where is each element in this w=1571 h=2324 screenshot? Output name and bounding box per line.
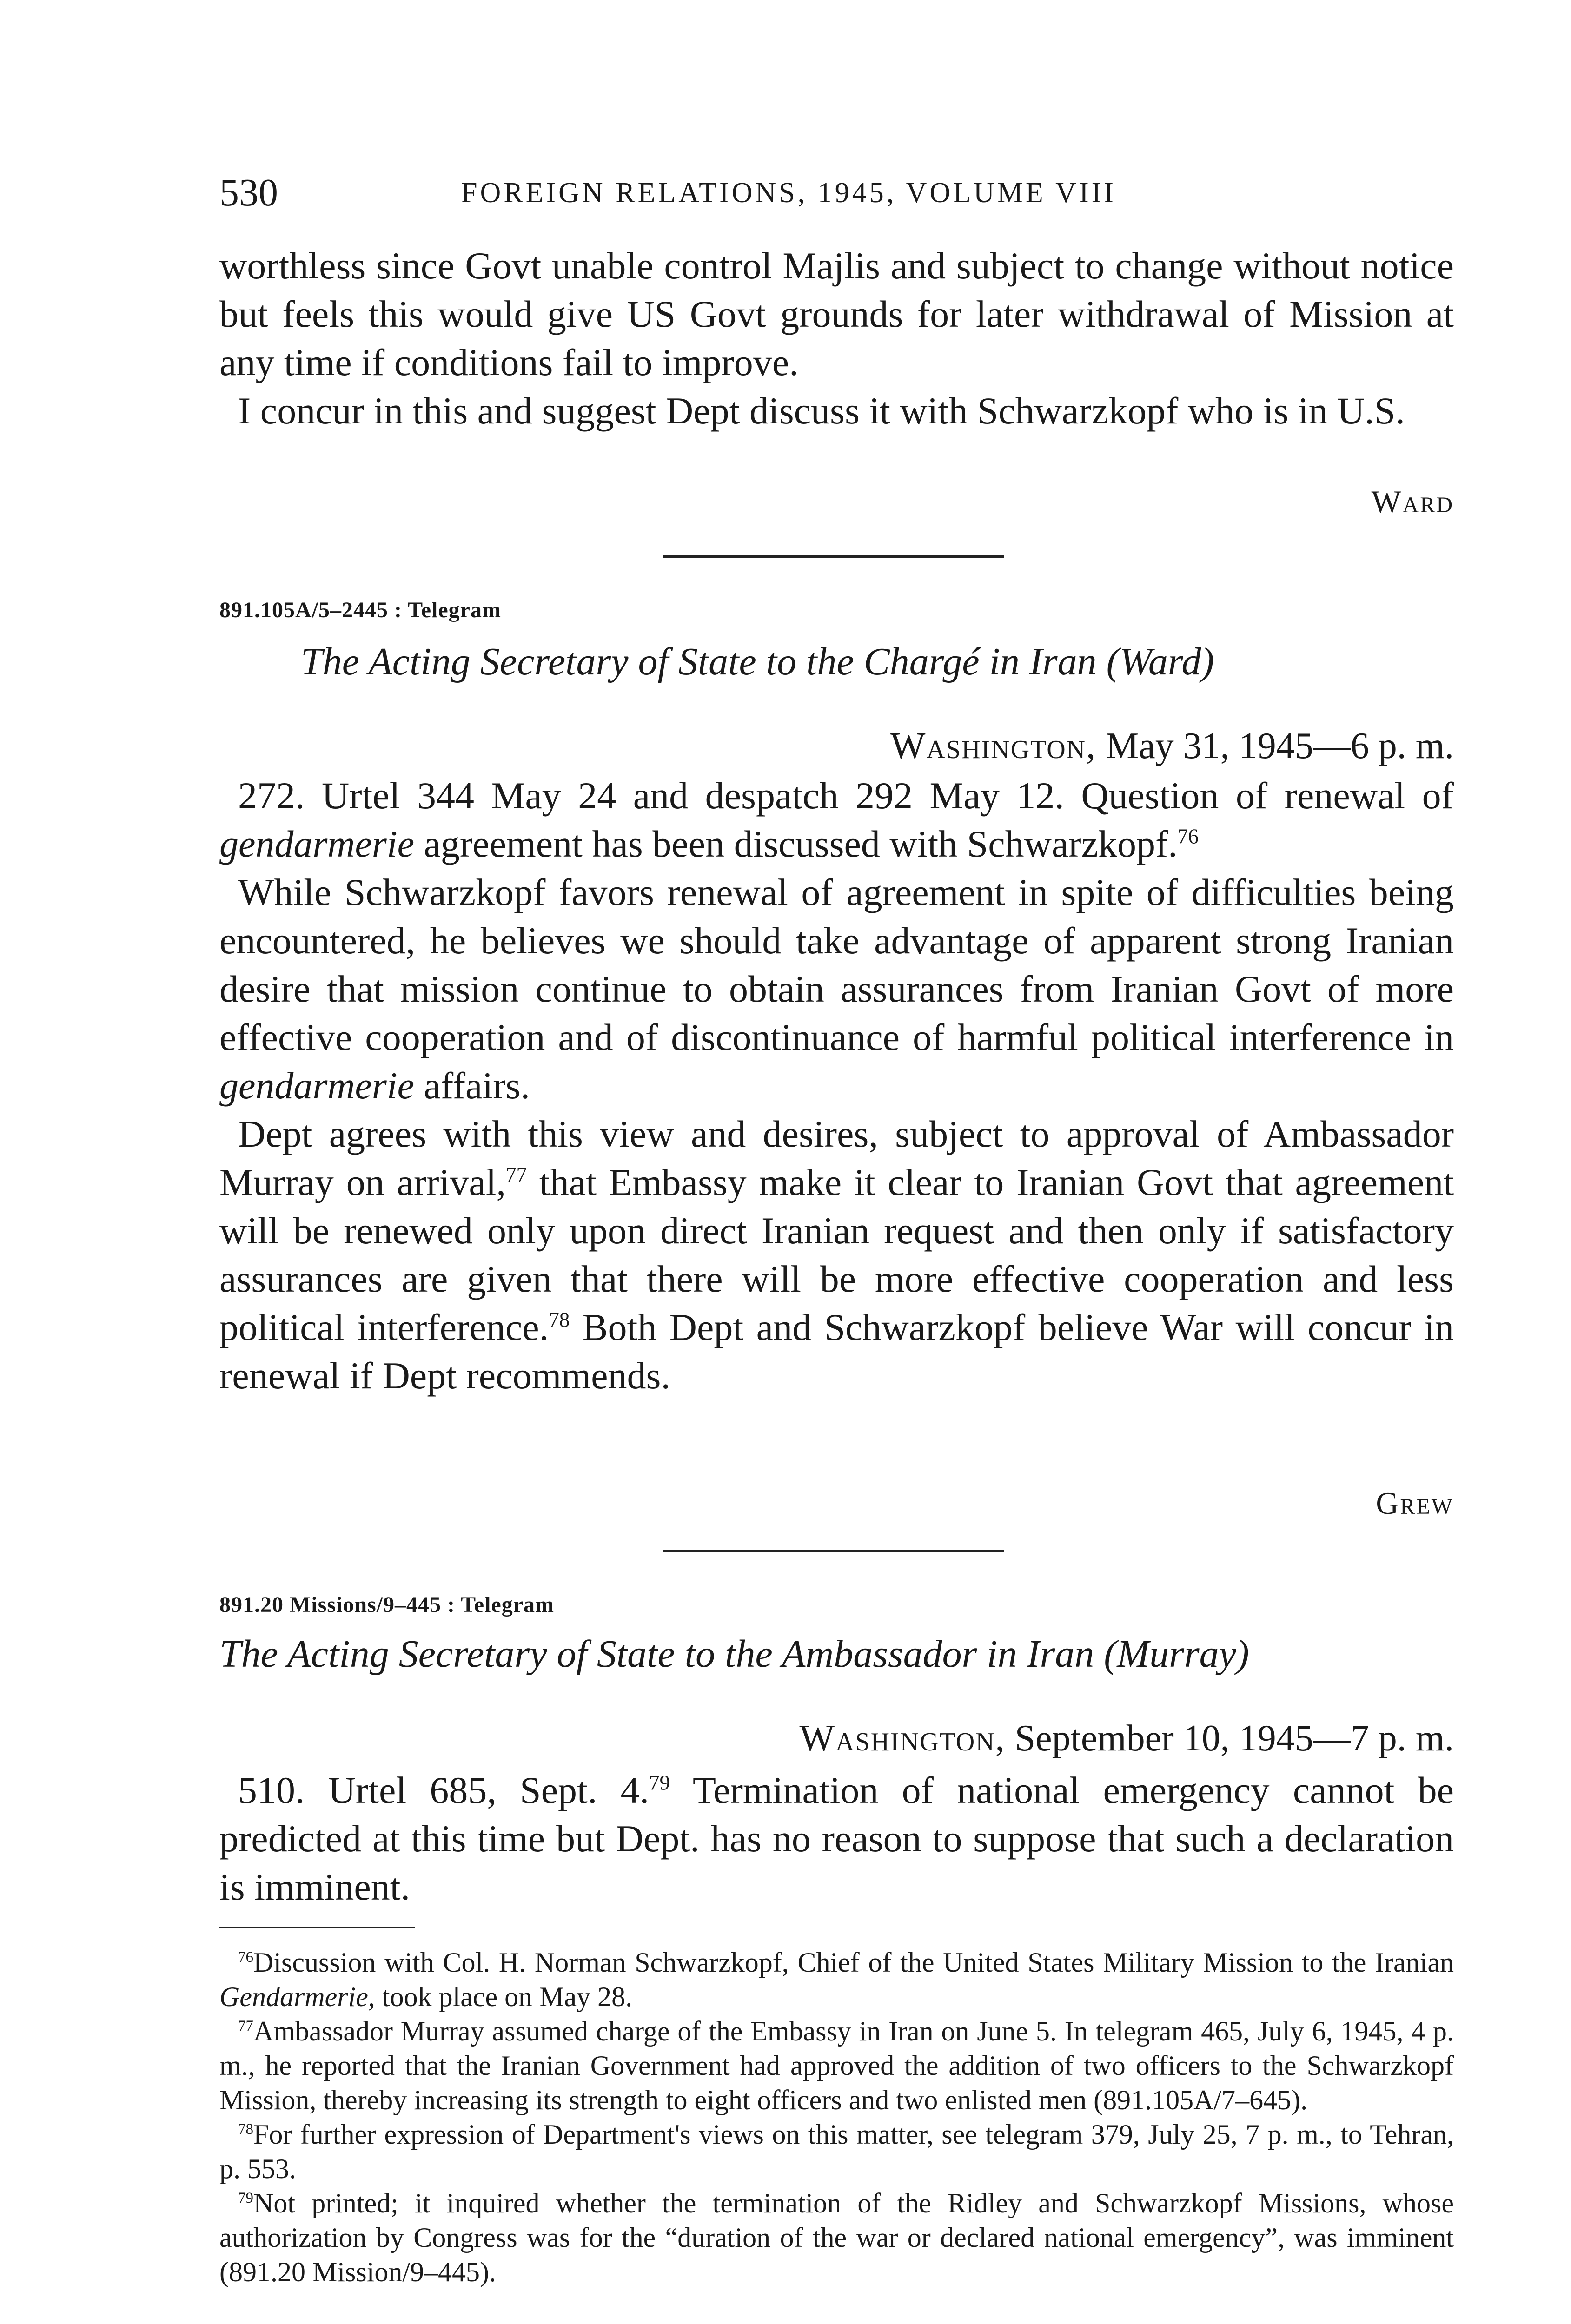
document-title: The Acting Secretary of State to the Chargé in Iran (Ward) xyxy=(301,640,1214,683)
concur-paragraph: I concur in this and suggest Dept discuss it with Schwarzkopf who is in U.S. xyxy=(238,390,1405,432)
footnote-mark: 76 xyxy=(238,1949,253,1966)
dateline-date: May 31, 1945—6 p. m. xyxy=(1106,726,1454,766)
paragraph-text: that Embassy make it clear to Iranian Govt that agreement will be renewed only upon direct Iranian request and then only if satisfactory assurances are given that there will be more effective cooperation and less political interference. xyxy=(219,1161,1454,1348)
footnote-ref: 77 xyxy=(506,1163,527,1187)
signature-ward: Ward xyxy=(1371,484,1454,519)
running-head: FOREIGN RELATIONS, 1945, VOLUME VIII xyxy=(461,177,1116,209)
file-reference: 891.105A/5–2445 : Telegram xyxy=(219,598,501,622)
italic-term: gendarmerie xyxy=(219,823,415,865)
file-reference: 891.20 Missions/9–445 : Telegram xyxy=(219,1592,555,1617)
dateline xyxy=(800,1717,1454,1760)
footnote xyxy=(219,2186,1454,2289)
telegram-510-text xyxy=(219,1766,1454,1911)
footnote-text: Ambassador Murray assumed charge of the Embassy in Iran on June 5. In telegram 465, July 6, 1945, 4 p. m., he reported that the Iranian Government had approved the addition of two officers to the Schwarzkopf Mission, thereby increasing its strength to eight officers and two enlisted men (891.105A/7–645). xyxy=(219,2016,1454,2115)
paragraph-text: agreement has been discussed with Schwarzkopf. xyxy=(414,823,1178,865)
paragraph-text: 510. Urtel 685, Sept. 4. xyxy=(238,1769,650,1811)
paragraph-text: Both Dept and Schwarzkopf believe War will concur in renewal if Dept recommends. xyxy=(219,1306,1454,1397)
footnote-text: For further expression of Department's views on this matter, see telegram 379, July 25, 7 p. m., to Tehran, p. 553. xyxy=(219,2119,1454,2184)
dateline xyxy=(890,725,1454,767)
italic-term: gendarmerie xyxy=(219,1064,415,1107)
section-divider xyxy=(663,1550,1004,1552)
footnote-mark: 79 xyxy=(238,2190,253,2206)
footnote-ref: 76 xyxy=(1177,825,1199,848)
footnote-ref: 79 xyxy=(649,1771,670,1795)
dateline-date: September 10, 1945—7 p. m. xyxy=(1014,1718,1454,1759)
telegram-paragraph xyxy=(219,1110,1454,1400)
document-title: The Acting Secretary of State to the Ambassador in Iran (Murray) xyxy=(219,1632,1249,1676)
continuation-paragraph: worthless since Govt unable control Majlis and subject to change without notice but feels this would give US Govt grounds for later withdrawal of Mission at any time if conditions fail to improve. xyxy=(219,244,1454,383)
dateline-place: Washington, xyxy=(890,726,1097,766)
telegram-272-text xyxy=(219,772,1454,1400)
telegram-paragraph xyxy=(219,772,1454,868)
paragraph-text: Dept agrees with this view and desires, subject to approval of Ambassador Murray on arrival, xyxy=(219,1113,1454,1203)
footnote-text: , took place on May 28. xyxy=(368,1981,633,2012)
footnote xyxy=(219,1945,1454,2014)
section-divider xyxy=(663,555,1004,558)
paragraph-text: 272. Urtel 344 May 24 and despatch 292 May 12. Question of renewal of xyxy=(238,774,1454,817)
footnote-text: Discussion with Col. H. Norman Schwarzkopf, Chief of the United States Military Mission to the Iranian xyxy=(253,1947,1454,1978)
footnote-mark: 77 xyxy=(238,2018,253,2034)
telegram-paragraph xyxy=(219,868,1454,1110)
telegram-paragraph xyxy=(219,1766,1454,1911)
footnote xyxy=(219,2117,1454,2186)
continuation-text xyxy=(219,242,1454,435)
footnote-mark: 78 xyxy=(238,2121,253,2138)
page-number: 530 xyxy=(219,171,278,214)
footnotes xyxy=(219,1945,1454,2289)
footnote-ref: 78 xyxy=(549,1308,570,1332)
paragraph-text: While Schwarzkopf favors renewal of agreement in spite of difficulties being encountered, he believes we should take advantage of apparent strong Iranian desire that mission continue to obtain assurances from Iranian Govt of more effective cooperation and of discontinuance of harmful political interference in xyxy=(219,871,1454,1058)
page-header xyxy=(219,167,1475,218)
signature-grew: Grew xyxy=(1376,1486,1454,1521)
dateline-place: Washington, xyxy=(799,1718,1006,1759)
paragraph-text: Termination of national emergency cannot be predicted at this time but Dept. has no reason to suppose that such a declaration is imminent. xyxy=(219,1769,1454,1908)
footnote-text: Not printed; it inquired whether the termination of the Ridley and Schwarzkopf Missions, whose authorization by Congress was for the “duration of the war or declared national emergency”, was imminent (891.20 Mission/9–445). xyxy=(219,2188,1454,2287)
footnote xyxy=(219,2014,1454,2117)
footnote-divider xyxy=(219,1927,415,1928)
paragraph-text: affairs. xyxy=(414,1064,530,1107)
italic-term: Gendarmerie xyxy=(219,1981,368,2012)
